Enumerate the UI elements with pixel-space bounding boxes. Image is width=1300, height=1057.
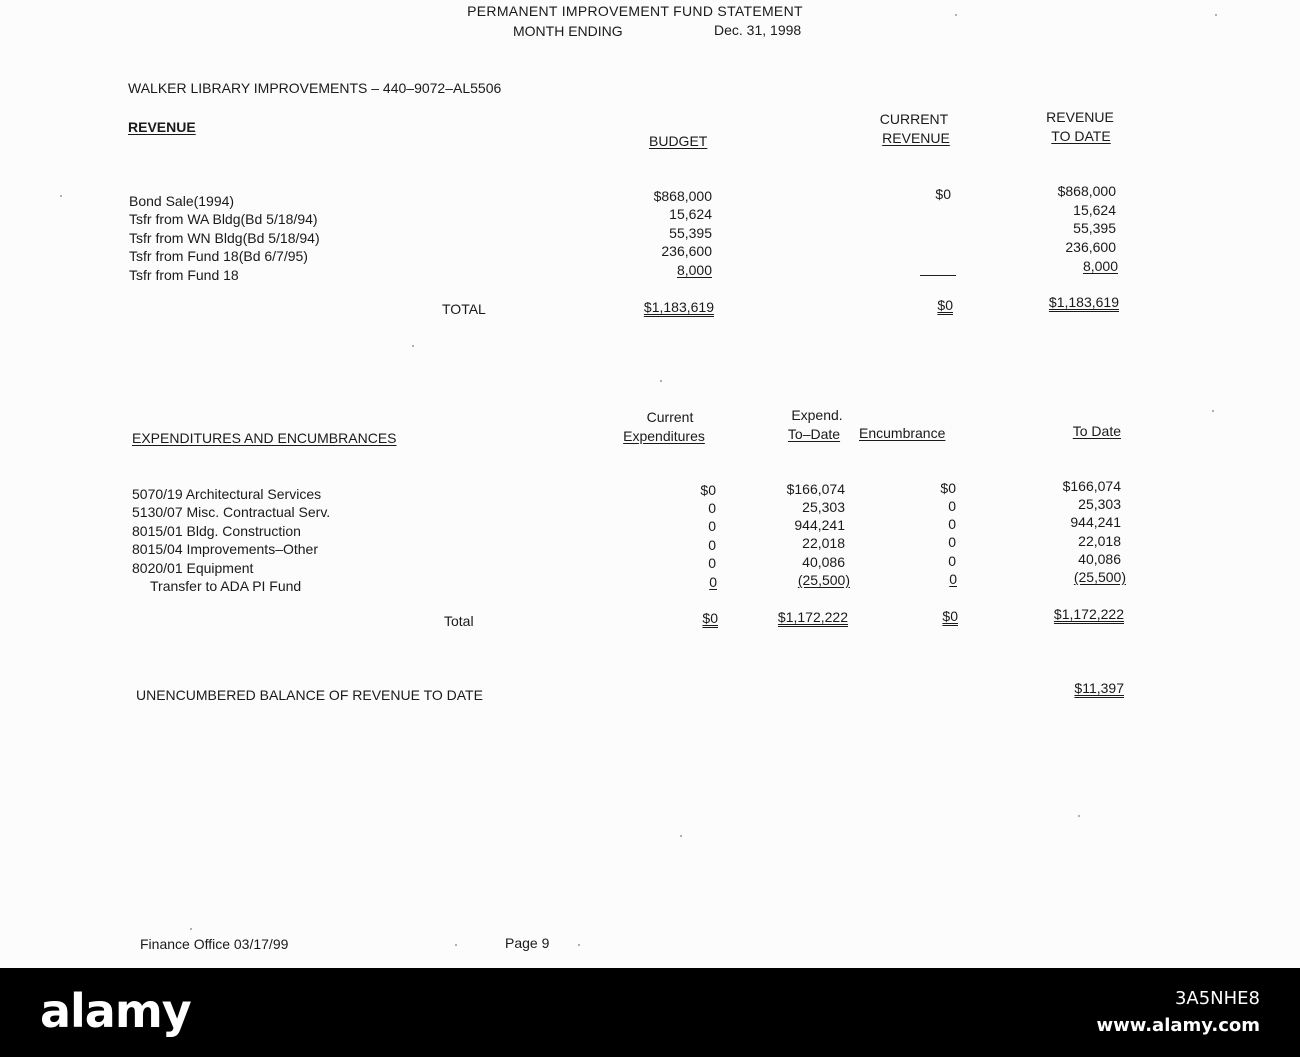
watermark-site: www.alamy.com [1096,1015,1260,1036]
revenue-col-todate-line2: TO DATE [1051,128,1111,144]
balance-value: $11,397 [1074,680,1124,696]
exp-row-expend: 944,241 [794,517,845,533]
exp-total-todate: $1,172,222 [1053,606,1124,622]
revenue-section-label: REVENUE [128,119,196,135]
watermark-bar [0,968,1300,1057]
exp-row-current: 0 [709,574,717,590]
exp-total-current: $0 [702,610,718,626]
revenue-col-budget: BUDGET [649,133,708,149]
exp-row-encumbrance: 0 [948,498,956,514]
scan-speck [660,380,662,382]
revenue-col-todate-line1: REVENUE [1046,109,1114,125]
exp-row-todate: $166,074 [1062,478,1121,494]
exp-total-label: Total [444,613,474,629]
scan-speck [578,944,580,946]
exp-col-current-line2: Expenditures [623,428,705,444]
revenue-row-label: Tsfr from Fund 18 [129,267,239,283]
scan-speck [955,14,957,16]
exp-row-current: 0 [708,500,716,516]
exp-row-label: 8015/04 Improvements–Other [132,541,318,557]
revenue-total-label: TOTAL [442,301,486,317]
exp-row-label: 5070/19 Architectural Services [132,486,322,502]
expenditures-section-label: EXPENDITURES AND ENCUMBRANCES [132,430,397,446]
scan-speck [190,928,192,930]
exp-row-expend: (25,500) [797,572,850,588]
current-revenue-blank-rule [920,275,956,276]
exp-row-todate: 944,241 [1070,514,1121,530]
exp-row-todate: 40,086 [1078,551,1121,567]
exp-row-label: 8015/01 Bldg. Construction [132,523,301,539]
exp-row-encumbrance: 0 [948,516,956,532]
exp-col-encumbrance: Encumbrance [859,425,946,441]
exp-row-label: 5130/07 Misc. Contractual Serv. [132,504,331,520]
exp-row-encumbrance: 0 [949,571,957,587]
footer-office: Finance Office 03/17/99 [140,936,289,952]
exp-row-current: 0 [708,537,716,553]
exp-row-expend: 22,018 [802,535,845,551]
exp-col-current-line1: Current [646,409,694,425]
month-ending-date: Dec. 31, 1998 [714,22,802,38]
month-ending-label: MONTH ENDING [513,23,623,39]
exp-row-label: 8020/01 Equipment [132,560,254,576]
scan-speck [455,944,457,946]
revenue-total-current: $0 [937,297,953,313]
exp-row-todate: 22,018 [1078,533,1121,549]
scan-speck [412,345,414,347]
exp-row-current: 0 [708,518,716,534]
scan-speck [60,195,62,197]
revenue-col-current-line2: REVENUE [882,130,950,146]
revenue-total-budget: $1,183,619 [643,299,714,315]
exp-row-encumbrance: 0 [948,553,956,569]
revenue-row-todate: 236,600 [1065,239,1116,255]
exp-row-encumbrance: $0 [940,480,956,496]
revenue-col-current-line1: CURRENT [879,111,949,127]
revenue-row-budget: 8,000 [676,262,712,278]
scan-speck [1212,410,1214,412]
exp-row-current: $0 [700,482,716,498]
exp-row-expend: 40,086 [802,554,845,570]
exp-col-expend-line1: Expend. [791,407,843,423]
exp-row-expend: $166,074 [786,481,845,497]
exp-row-todate: 25,303 [1078,496,1121,512]
balance-label: UNENCUMBERED BALANCE OF REVENUE TO DATE [136,687,483,703]
revenue-row-todate: 15,624 [1073,202,1116,218]
exp-col-todate: To Date [1072,423,1121,439]
revenue-row-todate: 8,000 [1082,258,1118,274]
scan-speck [1078,815,1080,817]
revenue-row-budget: 236,600 [661,243,712,259]
exp-row-label: Transfer to ADA PI Fund [150,578,302,594]
exp-row-todate: (25,500) [1073,569,1126,585]
revenue-row-label: Bond Sale(1994) [129,193,235,209]
exp-row-expend: 25,303 [802,499,845,515]
revenue-row-label: Tsfr from WA Bldg(Bd 5/18/94) [129,211,318,227]
revenue-row-label: Tsfr from Fund 18(Bd 6/7/95) [129,248,308,264]
revenue-row-budget: 15,624 [669,206,712,222]
exp-row-encumbrance: 0 [948,534,956,550]
revenue-total-todate: $1,183,619 [1048,294,1119,310]
revenue-row-budget: $868,000 [653,188,712,204]
statement-title: PERMANENT IMPROVEMENT FUND STATEMENT [467,3,803,19]
exp-row-current: 0 [708,555,716,571]
watermark-image-id: 3A5NHE8 [1174,988,1260,1009]
scan-speck [680,835,682,837]
exp-col-expend-line2: To–Date [787,426,841,442]
revenue-row-todate: $868,000 [1057,183,1116,199]
watermark-brand-logo: alamy [40,984,191,1038]
revenue-row-label: Tsfr from WN Bldg(Bd 5/18/94) [129,230,320,246]
scan-speck [1215,14,1217,16]
revenue-row-current: $0 [935,186,951,202]
revenue-row-budget: 55,395 [669,225,712,241]
footer-page: Page 9 [505,935,550,951]
revenue-row-todate: 55,395 [1073,220,1116,236]
exp-total-encumbrance: $0 [942,608,958,624]
exp-total-expend: $1,172,222 [777,609,848,625]
project-title: WALKER LIBRARY IMPROVEMENTS – 440–9072–AL5506 [128,80,502,96]
